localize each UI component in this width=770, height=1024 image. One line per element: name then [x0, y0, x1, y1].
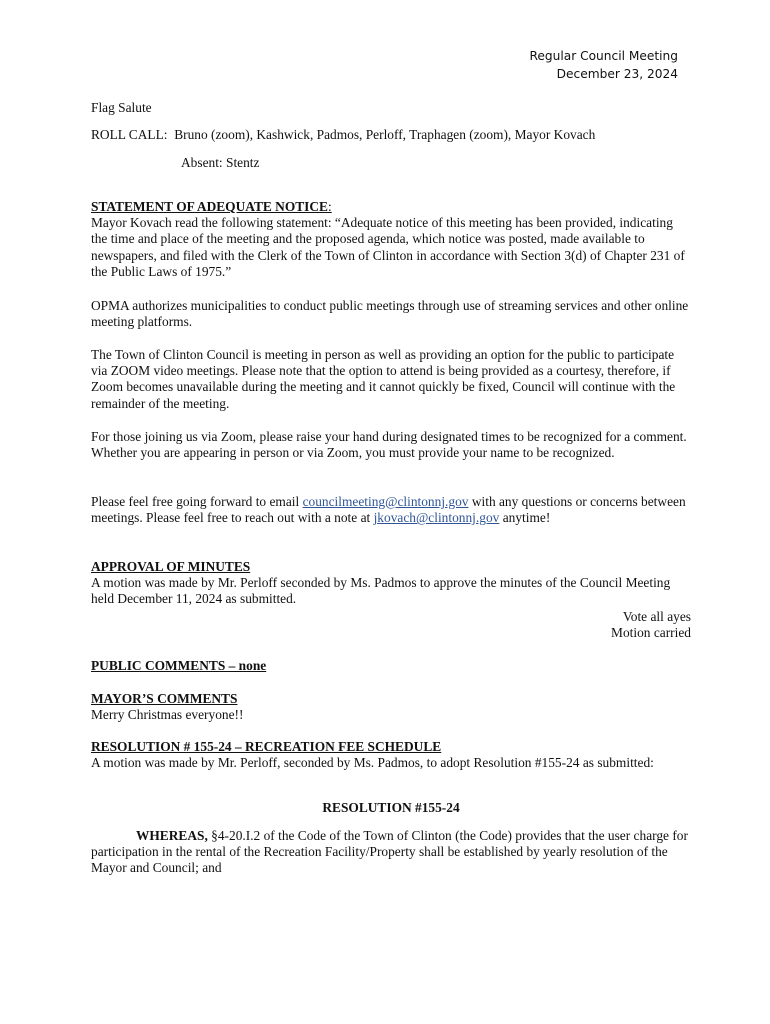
whereas-paragraph [91, 828, 691, 877]
contact-text-2: with any questions or concerns between meetings. Please feel free to reach out with a note at [91, 494, 686, 526]
roll-call-label: ROLL CALL: [91, 127, 168, 142]
mayor-email-link[interactable]: jkovach@clintonnj.gov [373, 510, 500, 526]
meeting-date: December 23, 2024 [556, 67, 678, 81]
notice-heading-text: STATEMENT OF ADEQUATE NOTICE [91, 199, 328, 214]
mayors-comments-section [91, 691, 691, 723]
meeting-title: Regular Council Meeting [529, 49, 678, 63]
page-header [529, 47, 678, 83]
minutes-vote: Vote all ayes [622, 609, 691, 624]
roll-call-members: Bruno (zoom), Kashwick, Padmos, Perloff, Traphagen (zoom), Mayor Kovach [174, 127, 596, 142]
roll-call [91, 127, 691, 143]
whereas-label: WHEREAS, [136, 828, 208, 843]
minutes-section [91, 559, 691, 608]
notice-heading [91, 199, 691, 215]
resolution-title: RESOLUTION #155-24 [322, 800, 460, 815]
resolution-heading: RESOLUTION # 155-24 – RECREATION FEE SCHEDULE [91, 739, 442, 754]
notice-section [91, 199, 691, 280]
zoom-join-paragraph: For those joining us via Zoom, please raise your hand during designated times to be recognized for a comment. Whether you are appearing in person or via Zoom, you must provide your name to be recognized. [91, 429, 687, 461]
zoom-option-paragraph: The Town of Clinton Council is meeting in person as well as providing an option for the public to participate via ZOOM video meetings. Please note that the option to attend is being provided as a courtesy, therefore, if Zoom becomes unavailable during the meeting and it cannot quickly be fixed, Council will continue with the remainder of the meeting. [91, 347, 676, 411]
notice-statement: Mayor Kovach read the following statement: “Adequate notice of this meeting has been provided, indicating the time and place of the meeting and the proposed agenda, which notice was posted, made available to newspapers, and filed with the Clerk of the Town of Clinton in accordance with Section 3(d) of Chapter 231 of the Public Laws of 1975.” [91, 215, 685, 279]
contact-paragraph [91, 494, 691, 526]
resolution-section [91, 739, 691, 771]
contact-text-3: anytime! [499, 510, 551, 526]
minutes-result: Motion carried [611, 625, 691, 640]
contact-text-1: Please feel free going forward to email [91, 494, 303, 509]
roll-call-absent: Absent: Stentz [181, 155, 260, 170]
resolution-motion: A motion was made by Mr. Perloff, seconded by Ms. Padmos, to adopt Resolution #155-24 as submitted: [91, 755, 654, 771]
public-comments-heading: PUBLIC COMMENTS – none [91, 658, 267, 673]
council-email-link[interactable]: councilmeeting@clintonnj.gov [302, 494, 469, 509]
flag-salute: Flag Salute [91, 100, 152, 115]
whereas-text: §4-20.I.2 of the Code of the Town of Clinton (the Code) provides that the user charge for participation in the rental of the Recreation Facility/Property shall be established by yearly resolution of the Mayor and Council; and [91, 828, 688, 876]
opma-paragraph: OPMA authorizes municipalities to conduct public meetings through use of streaming services and other online meeting platforms. [91, 298, 689, 330]
mayors-comments-text: Merry Christmas everyone!! [91, 707, 244, 723]
notice-heading-colon: : [327, 199, 332, 214]
minutes-motion: A motion was made by Mr. Perloff seconded by Ms. Padmos to approve the minutes of the Council Meeting held December 11, 2024 as submitted. [91, 575, 671, 607]
mayors-comments-heading: MAYOR’S COMMENTS [91, 691, 238, 706]
minutes-heading: APPROVAL OF MINUTES [91, 559, 251, 574]
